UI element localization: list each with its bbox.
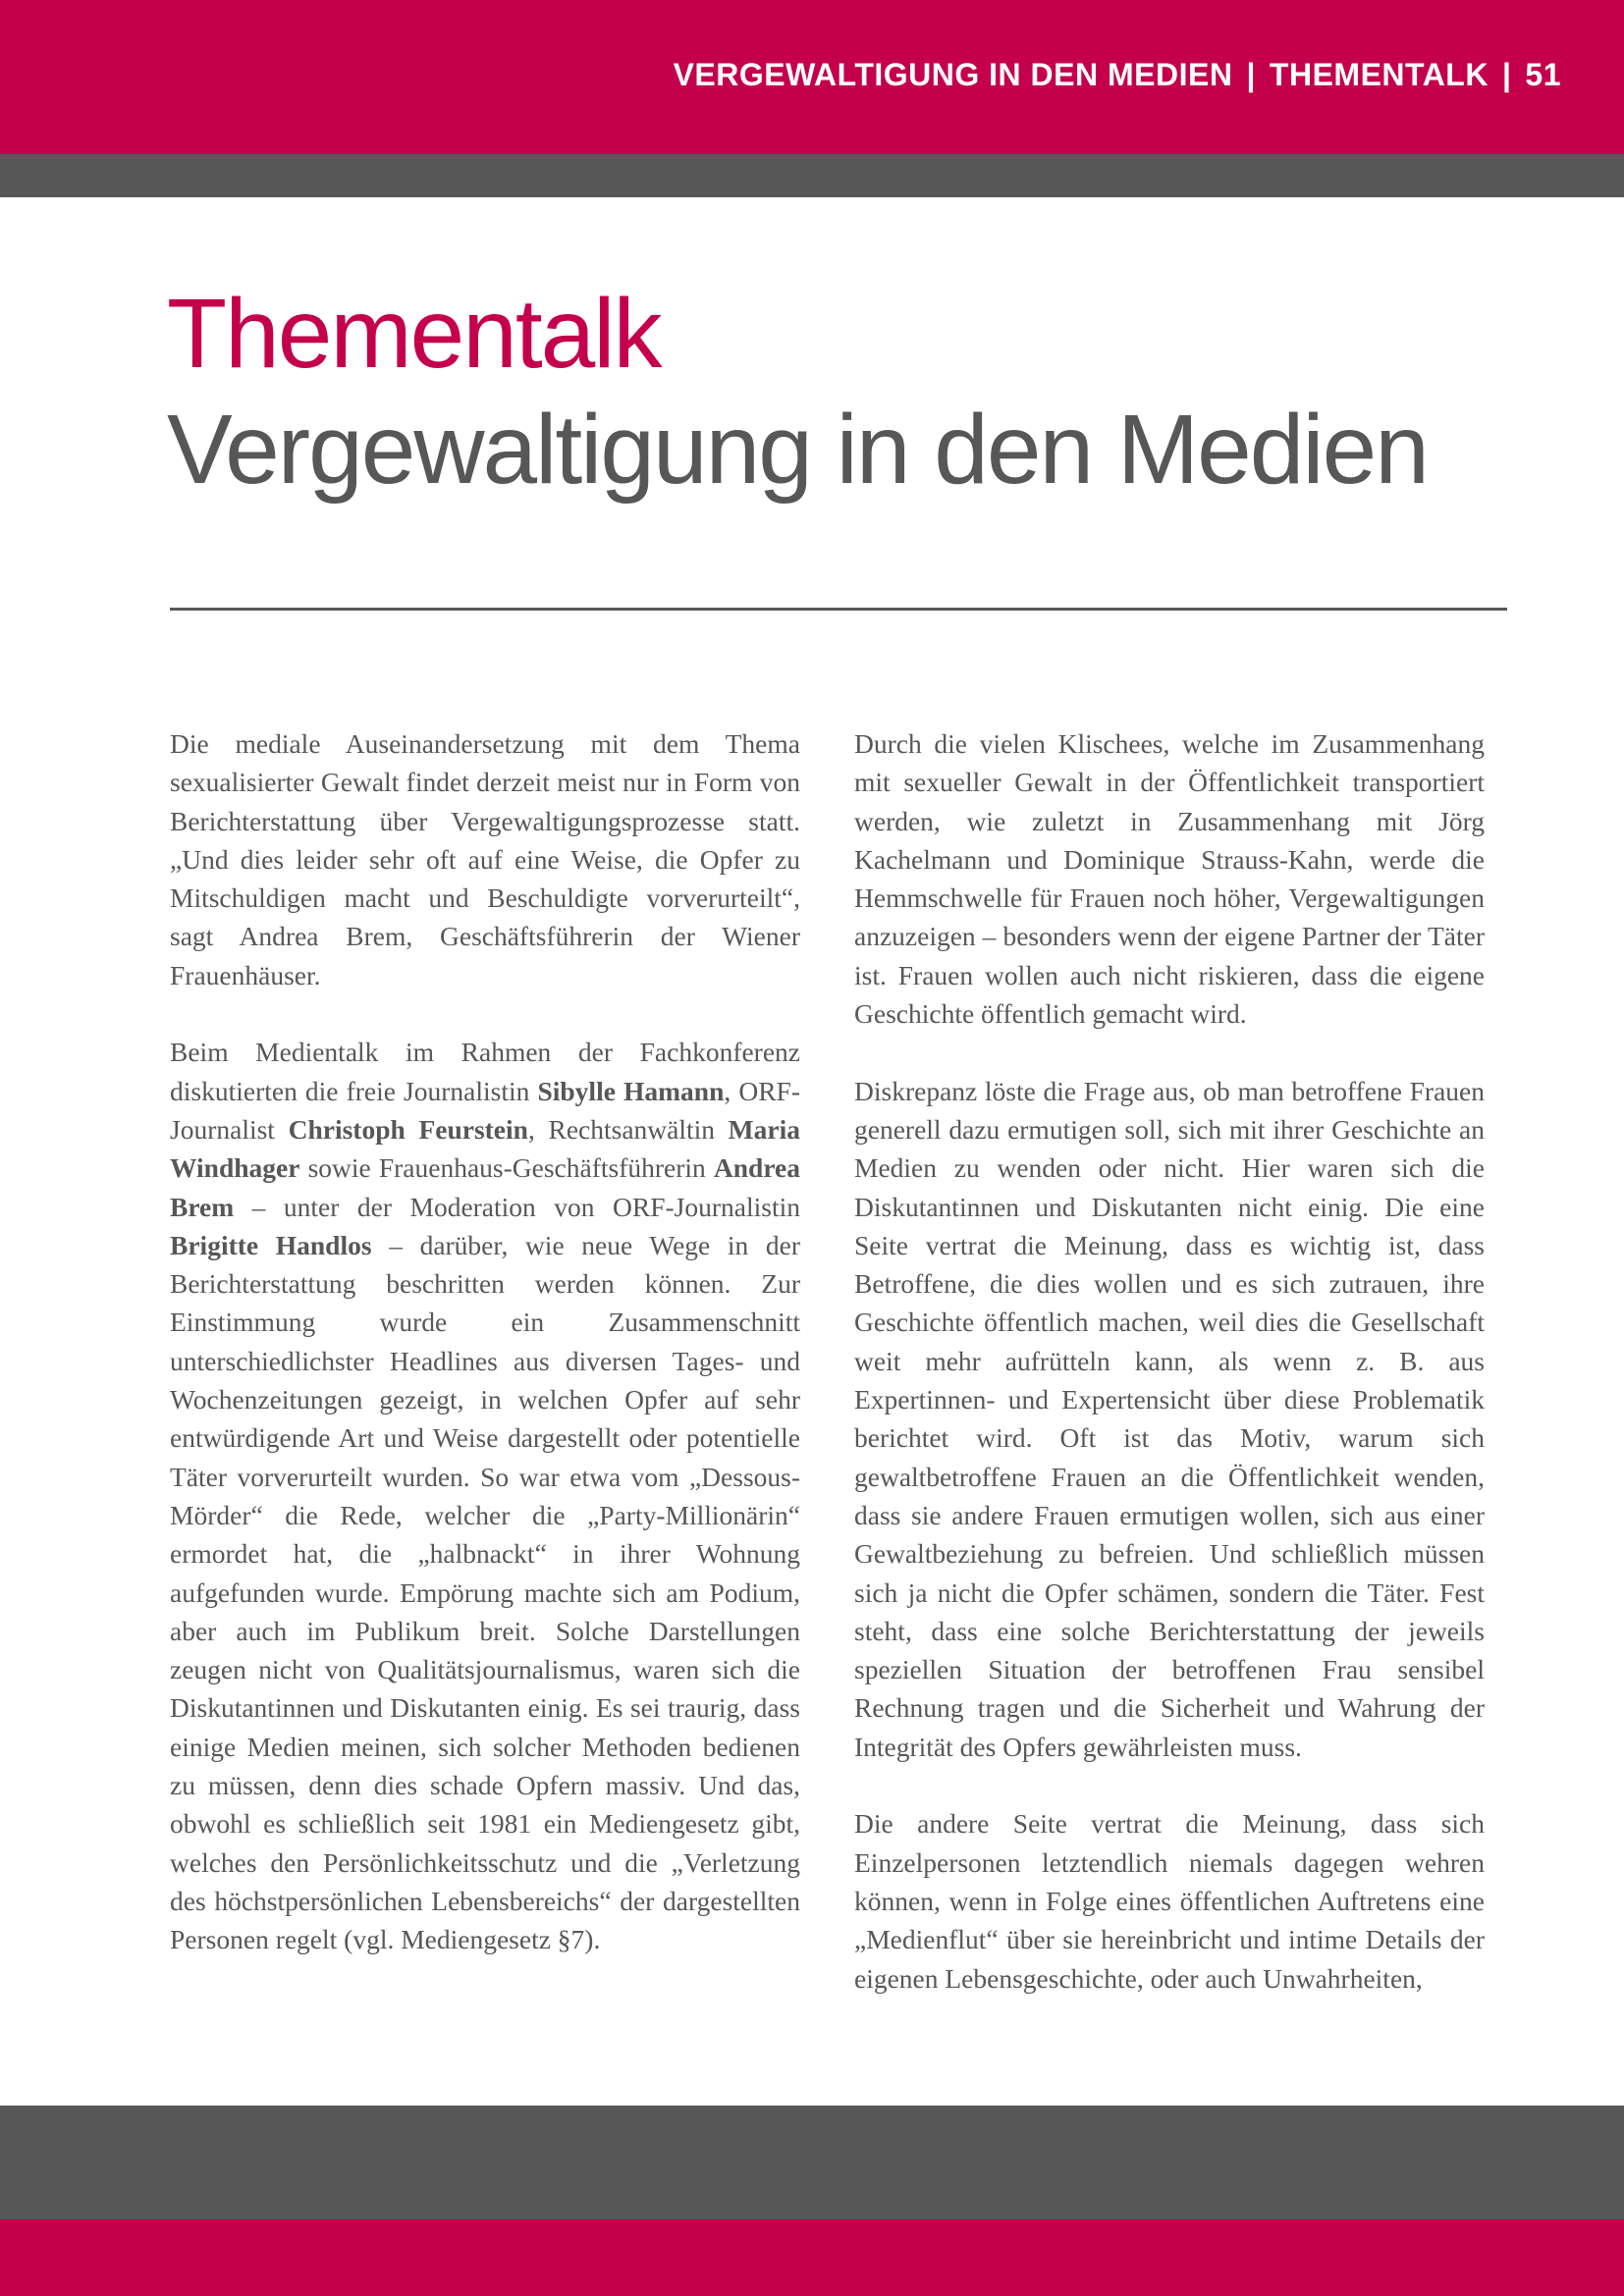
paragraph: Diskrepanz löste die Frage aus, ob man betroffene Frauen generell dazu ermutigen soll, sich mit ihrer Geschichte an Medien zu wenden oder nicht. Hier waren sich die Diskutantinnen und Diskutanten nicht einig. Die eine Seite vertrat die Meinung, dass es wichtig ist, dass Betroffene, die dies wollen und es sich zutrauen, ihre Geschichte öffentlich machen, weil dies die Gesellschaft weit mehr aufrütteln kann, als wenn z. B. aus Expertinnen- und Expertensicht über diese Problematik berichtet wird. Oft ist das Motiv, warum sich gewaltbetroffene Frauen an die Öffentlichkeit wenden, dass sie andere Frauen ermutigen wollen, sich aus einer Gewaltbeziehung zu befreien. Und schließlich müssen sich ja nicht die Opfer schämen, sondern die Täter. Fest steht, dass eine solche Berichterstattung der jeweils speziellen Situation der betroffenen Frau sensibel Rechnung tragen und die Sicherheit und Wahrung der Integrität des Opfers gewährleisten muss.	[854, 1075, 1485, 1762]
footer-band	[0, 2219, 1624, 2296]
paragraph: Die mediale Auseinandersetzung mit dem Thema sexualisierter Gewalt findet derzeit meist nur in Form von Berichterstattung über Vergewaltigungsprozesse statt. „Und dies leider sehr oft auf eine Weise, die Opfer zu Mitschuldigen macht und Beschuldigte vorverurteilt“, sagt Andrea Brem, Geschäftsführerin der Wiener Frauenhäuser.	[170, 728, 800, 990]
text-run: , ORF-Journalist	[170, 1075, 800, 1145]
text-run: , Rechtsanwältin	[527, 1113, 729, 1145]
page-number: 51	[1525, 57, 1561, 92]
text-run: – darüber, wie neue Wege in der Berichterstattung beschritten werden können. Zur Einstimmung wurde ein Zusammenschnitt unterschiedlichster Headlines aus diversen Tages- und Wochenzeitungen gezeigt, in welchen Opfer auf sehr entwürdigende Art und Weise dargestellt oder potentielle Täter vorverurteilt wurden. So war etwa vom „Dessous-Mörder“ die Rede, welcher die „Party-Millionärin“ ermordet hat, die „halbnackt“ in ihrer Wohnung aufgefunden wurde. Empörung machte sich am Podium, aber auch im Publikum breit. Solche Darstellungen zeugen nicht von Qualitätsjournalismus, waren sich die Diskutantinnen und Diskutanten einig. Es sei traurig, dass einige Medien meinen, sich solcher Methoden bedienen zu müssen, denn dies schade Opfern massiv. Und das, obwohl es schließlich seit 1981 ein Mediengesetz gibt, welches den Persönlichkeitsschutz und die „Verletzung des höchstpersönlichen Lebensbereichs“ der dargestellten Personen regelt (vgl. Mediengesetz §7).	[170, 1229, 801, 1955]
header-band	[0, 0, 1624, 154]
text-run: Beim Medientalk im Rahmen der Fachkonferenz diskutierten die freie Journalistin	[170, 1037, 800, 1106]
paragraph: Durch die vielen Klischees, welche im Zusammenhang mit sexueller Gewalt in der Öffentlichkeit transportiert werden, wie zuletzt in Zusammenhang mit Jörg Kachelmann und Dominique Strauss-Kahn, werde die Hemmschwelle für Frauen noch höher, Vergewaltigungen anzuzeigen – besonders wenn der eigene Partner der Täter ist. Frauen wollen auch nicht riskieren, dass die eigene Geschichte öffentlich gemacht wird.	[854, 728, 1485, 1030]
speaker-name: Maria Windhager	[170, 1113, 800, 1184]
header-gray-strip	[0, 154, 1624, 197]
running-head-section: VERGEWALTIGUNG IN DEN MEDIEN	[673, 57, 1233, 92]
left-column	[170, 724, 800, 1998]
moderator-name: Brigitte Handlos	[170, 1229, 372, 1260]
running-head-separator: |	[1501, 57, 1512, 92]
text-run: – unter der Moderation von ORF-Journalistin	[234, 1191, 800, 1222]
speaker-name: Christoph Feurstein	[288, 1113, 528, 1145]
running-head-separator: |	[1246, 57, 1256, 92]
footer-gray-strip	[0, 2106, 1624, 2219]
speaker-name: Sibylle Hamann	[537, 1075, 725, 1106]
speaker-name: Andrea Brem	[170, 1152, 800, 1222]
text-run: sowie Frauenhaus-Geschäftsführerin	[299, 1152, 714, 1184]
paragraph	[170, 1033, 800, 1958]
right-column	[854, 724, 1485, 2036]
running-head	[674, 57, 1561, 93]
page-title: Vergewaltigung in den Medien	[167, 395, 1428, 505]
title-divider	[170, 608, 1507, 611]
page-title-kicker: Thementalk	[167, 279, 661, 389]
paragraph: Die andere Seite vertrat die Meinung, dass sich Einzelpersonen letztendlich niemals dagegen wehren können, wenn in Folge eines öffentlichen Auftretens eine „Medienflut“ über sie hereinbricht und intime Details der eigenen Lebensgeschichte, oder auch Unwahrheiten,	[854, 1808, 1485, 1994]
running-head-chapter: THEMENTALK	[1269, 57, 1489, 92]
